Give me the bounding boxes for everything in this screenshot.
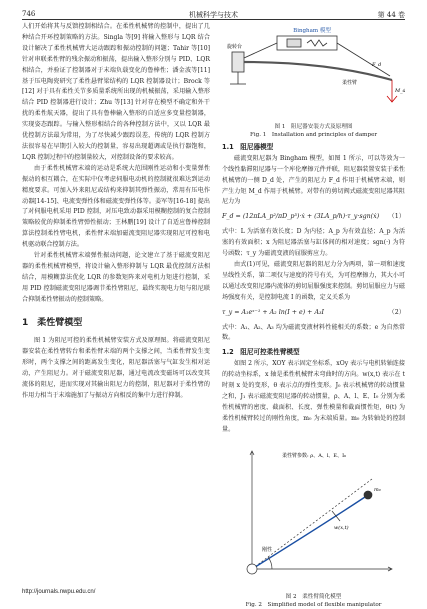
subsection-heading: 1.2 阻尼可控柔性臂模型 [222, 348, 300, 357]
footer-url: http://journals.nwpu.edu.cn/ [22, 589, 96, 595]
caption-cn: 图 2 柔性臂简化模型 [285, 594, 342, 601]
caption-en: Fig. 2 Simplified model of flexible manipulator [245, 602, 382, 609]
fig1-label-moment: M_d [395, 88, 405, 94]
fig2-label-w: w(x,t) [334, 524, 349, 531]
paragraph: 针对柔性机械臂末端弹性振动问题，论文建立了基于磁流变阻尼器的柔性机械臂模型，将设计输入整形抑制与 LQR 最优控制方法相结合，用模糊算法优化 LQR 的参数矩阵来对电机力矩进行控制，采用 PID 控制磁流变阻尼器调节柔性臂阻尼，最终实现电力矩与阻尼联合抑制柔性臂振动的控制策略。 [22, 252, 210, 303]
paragraph: 由式(1)可见，磁流变阻尼器的阻尼力分为两项，第一项和速度呈线性关系，第二项仅与速度的符号有关，为可控摩擦力，其大小可以通过改变阻尼器内流体的剪切屈服强度来控制。剪切屈服应力与磁场强度有关，是控制电流 I 的函数，定义关系为 [222, 260, 405, 301]
journal-title: 机械科学与技术 [189, 11, 238, 19]
paragraph: 由于柔性机械臂末端的运动是系统大范围刚性运动和小变量弹性振动的相互耦合，在实际中仅考虑伺服电动机的控制就很难达到运动精度要求。可加入外来阻尼或结构来抑制其弹性振动，常用有压电作动器[14-15]、电流变弹性体和磁流变弹性体等。姜军等[16-18] 提出了对伺服电机采用 PID 控制，对压电致动器采用模糊控制的复合控制策略较优的抑制柔性臂弹性振动；王林鹏[19] 设计了自适应鲁棒控制算法控制柔性臂电机，柔性臂末端加磁流变阻尼器实现阻尼可控和电机驱动联合控制方法。 [22, 164, 210, 249]
paragraph: 磁流变阻尼器为 Bingham 模型，如图 1 所示，可以等效为一个线性黏滞阻尼器与一个库伦摩擦元件并联，阻尼器装置安装于柔性机械臂的一侧 D_d 处，产生的阻尼力 F_d 作用于机械臂末端，则产生力矩 M_d 作用于机械臂。对带有的剪切阀式磁流变阻尼器其阻尼力为 [222, 154, 405, 206]
equation-body: τ_y = A₁eˣ⁻¹ + A₂ ln(I + e) + A₃I [222, 308, 325, 316]
left-column [22, 22, 210, 402]
fig2-label-rigid: 刚性 [262, 546, 273, 553]
caption-cn: 图 1 阻尼器安装方式及原理图 [274, 123, 353, 130]
caption-en: Fig. 1 Installation and principles of damper [249, 131, 378, 138]
right-column [222, 22, 405, 609]
header-rule [22, 19, 405, 20]
fig1-label-force: F_d [372, 62, 382, 68]
fig2-label-params: 柔性臂参数: ρ、A、l、E、I₀ [282, 452, 347, 459]
section-heading: 1 柔性臂模型 [22, 317, 83, 328]
fig1-label-arm: 柔性臂 [342, 80, 358, 86]
figure-1-damper-installation [222, 22, 405, 118]
equation-1 [222, 212, 405, 223]
subsection-heading: 1.1 阻尼器模型 [222, 142, 274, 151]
figure-2-flexible-arm-model [222, 439, 405, 589]
paragraph: 式中：A₁、A₂、A₃ 均为磁流变液材料性能相关的系数；e 为自然常数。 [222, 323, 405, 342]
fig1-label-model: Bingham 模型 [293, 28, 331, 34]
figure-2-caption [222, 593, 405, 609]
volume-label: 第 44 卷 [377, 11, 405, 19]
paragraph: 人们开始将其与反馈控制相结合。在柔性机械臂的控制中，提出了几种结合开环控制策略的方法。Singla 等[9] 将输入整形与 LQR 结合设计解决了柔性机械臂大运动跟踪和振动控制的问题；Tahir 等[10] 针对串联柔性臂的残余振动和振荡，提出输入整形分别与 PID、LQR 相结合，并验证了控制器对于末端负载变化的鲁棒性；潘金波等[11] 基于压电陶瓷研究了柔性悬臂梁结构的 LQR 控制器设计；Brock 等[12] 对于具有柔性关节多质量系统所出现的机械振荡，采用输入整形结合 PID 控制器进行设计；Zhu 等[13] 针对存在模型不确定和外干扰的柔性航天器，提出了具有鲁棒输入整形的自适应多变量控制器，实现姿态跟踪。与输入整形相结合的各种控制方法中，又以 LQR 最优控制方法最为常用，为了尽快减少跟踪误差，传统的 LQR 控制方法很容易在早期引入较大的控制量，容易出现超调或是执行器饱和，LQR 控制过程中的控制量较大，对控制设备的要求较高。 [22, 23, 210, 161]
equation-2 [222, 308, 405, 319]
paragraph: 式中：L 为活塞有效长度；D 为内径；A_p 为有效直径；A_p 为活塞的有效面积；x 为阻尼器活塞与缸体间的相对速度；sgn(·) 为符号函数；τ_y 为磁流变液的屈服剪应力。 [222, 228, 405, 258]
equation-number: （1） [388, 213, 405, 221]
fig1-label-joint: 旋转台 [227, 44, 243, 50]
paragraph: 如图 2 所示，XOY 表示固定坐标系，xOy 表示与电机转轴连接的转动坐标系，x 轴是柔性机械臂未弯曲时的方向。w(x,t) 表示在 t 时刻 x 处的变形，θ 表示点的弹性变形。J₀ 表示机械臂的转动惯量之和，J₁ 表示磁流变阻尼器的转动惯量，ρ、A、l、E、I₀ 分别为柔性机械臂的密度、截面积、长度、弹性模量和截面惯性矩，θ(t) 为柔性机械臂转过的刚性角度，m₀ 为末端质量。m₀ 为转轴处的控制量。 [222, 360, 405, 433]
equation-body: F_d = (12πLA_p²/πD_p³)·ẋ + (3LA_p/h)·τ_y·sgn(ẋ) [222, 213, 380, 221]
equation-number: （2） [388, 308, 405, 316]
fig2-label-m0: m₀ [374, 486, 381, 493]
running-header [22, 6, 405, 20]
page-number: 746 [22, 10, 36, 18]
figure-1-caption [222, 123, 405, 139]
paragraph: 图 1 为阻尼可控的柔性机械臂安装方式及原理图。将磁流变阻尼器安装在柔性臂转台和柔性臂末端的两个支撑之间，当柔性臂发生变形时，两个支撑之间的距离发生变化，阻尼器活塞与气缸发生相对运动，产生阻尼力。对于磁流变阻尼器，通过电流改变磁场可以改变其流体的阻尼，进而实现对其输出阻尼力的控制，阻尼器对于柔性臂的作用力相当于末端施加了与振动方向相反的集中力进行抑制。 [22, 337, 210, 399]
